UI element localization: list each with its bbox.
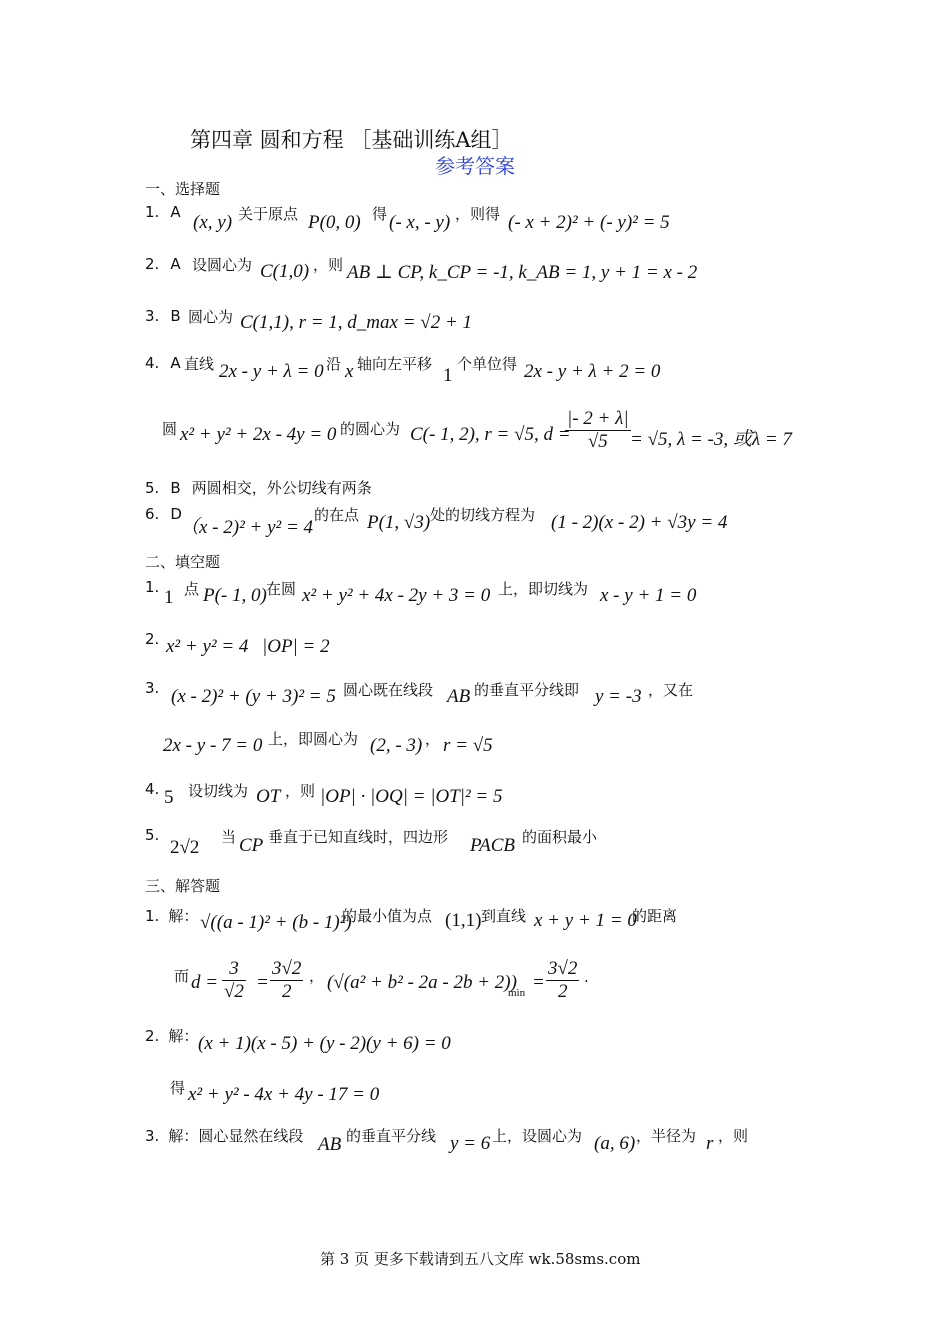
formula: y = 6 (450, 1133, 491, 1154)
item-number: 1. (145, 578, 160, 596)
fraction-denominator: √5 (587, 431, 608, 452)
formula: (1,1) (445, 910, 482, 931)
text: 直线 (184, 355, 215, 373)
formula: (√(a² + b² - 2a - 2b + 2)) (327, 972, 517, 993)
item-number: 2. (145, 255, 160, 273)
solve-item-2 (145, 1025, 198, 1046)
item-answer: B (170, 307, 181, 325)
fraction-denominator: 2 (281, 981, 292, 1002)
formula: P(1, √3) (367, 512, 431, 533)
fraction (270, 958, 303, 1003)
item-number: 3. (145, 1127, 160, 1145)
item-answer: A (170, 203, 181, 221)
text: 点 (184, 580, 200, 598)
text: ，则得 (455, 205, 501, 223)
text: 得 (170, 1079, 186, 1097)
solve-item-1 (145, 905, 198, 926)
text: 垂直于已知直线时，四边形 (268, 828, 449, 846)
item-answer: 1 (164, 587, 174, 608)
formula: AB (447, 686, 471, 707)
text: ，则 (718, 1127, 749, 1145)
formula: x + y + 1 = 0 (534, 910, 637, 931)
choice-item-2 (145, 254, 181, 273)
text: 两圆相交，外公切线有两条 (191, 479, 372, 497)
item-answer: 2√2 (170, 837, 200, 858)
formula: 1 (443, 365, 453, 386)
formula: x² + y² + 4x - 2y + 3 = 0 (302, 585, 491, 606)
section-heading-choice: 一、选择题 (145, 180, 221, 198)
text: 到直线 (481, 907, 527, 925)
text: 的距离 (632, 907, 678, 925)
fraction-denominator: 2 (557, 981, 568, 1002)
formula: (x + 1)(x - 5) + (y - 2)(y + 6) = 0 (198, 1033, 451, 1054)
text: ，又在 (648, 681, 694, 699)
formula: AB (318, 1134, 342, 1155)
formula: CP (239, 835, 264, 856)
formula: 2x - y + λ + 2 = 0 (524, 361, 661, 382)
text: 圆心既在线段 (343, 681, 434, 699)
text: 圆心为 (188, 308, 234, 326)
text: 解： (168, 907, 199, 925)
formula: x (345, 361, 354, 382)
item-answer: A (170, 255, 181, 273)
page-title: 第四章 圆和方程 ［基础训练A组］ (190, 128, 513, 152)
text: ， (425, 730, 441, 748)
formula: |OP| = 2 (262, 636, 330, 657)
item-number: 6. (145, 505, 160, 523)
item-number: 5. (145, 479, 160, 497)
text: 的在点 (314, 506, 360, 524)
fraction (546, 958, 579, 1003)
choice-item-5 (145, 477, 372, 498)
text: ，半径为 (636, 1127, 697, 1145)
equals: = (532, 972, 545, 993)
formula: (- x + 2)² + (- y)² = 5 (508, 212, 670, 233)
text: 的垂直平分线即 (474, 681, 580, 699)
section-heading-fill: 二、填空题 (145, 553, 221, 571)
text: 圆 (162, 420, 178, 438)
formula: （x - 2)² + y² = 4 (180, 517, 314, 538)
formula: x² + y² = 4 (166, 636, 249, 657)
formula: C(1,0) (260, 261, 310, 282)
formula: (1 - 2)(x - 2) + √3y = 4 (551, 512, 728, 533)
item-number: 5. (145, 826, 160, 844)
formula: P(- 1, 0) (203, 585, 267, 606)
text: 解： (168, 1027, 199, 1045)
item-number: 2. (145, 1027, 160, 1045)
formula: (x, y) (193, 212, 233, 233)
formula: (- x, - y) (389, 212, 451, 233)
fraction-numerator: 3√2 (548, 958, 578, 979)
fraction (222, 958, 246, 1003)
item-number: 1. (145, 907, 160, 925)
text: 的圆心为 (340, 420, 401, 438)
item-number: 4. (145, 354, 160, 372)
item-answer: D (170, 505, 182, 523)
item-answer: 5 (164, 787, 174, 808)
formula: r = √5 (443, 735, 493, 756)
text: 在圆 (266, 580, 297, 598)
formula: |OP| · |OQ| = |OT|² = 5 (320, 786, 503, 807)
subscript: min (508, 987, 526, 999)
text: 设切线为 (188, 782, 249, 800)
item-number: 1. (145, 203, 160, 221)
formula: √((a - 1)² + (b - 1)²) (200, 912, 352, 933)
text: 沿 (326, 355, 342, 373)
text: 个单位得 (457, 355, 518, 373)
formula: x² + y² + 2x - 4y = 0 (180, 424, 337, 445)
text: 的最小值为点 (342, 907, 433, 925)
page-subtitle: 参考答案 (435, 154, 515, 178)
fraction-numerator: 3√2 (272, 958, 302, 979)
text: 处的切线方程为 (430, 506, 536, 524)
text: . (584, 968, 589, 986)
fraction (565, 408, 631, 453)
formula: AB ⊥ CP, k_CP = -1, k_AB = 1, y + 1 = x - 2 (347, 262, 698, 283)
item-answer: B (170, 479, 181, 497)
formula: 2x - y - 7 = 0 (163, 735, 263, 756)
formula: C(1,1), r = 1, d_max = √2 + 1 (240, 312, 473, 333)
item-number: 3. (145, 679, 160, 697)
formula: (x - 2)² + (y + 3)² = 5 (171, 686, 336, 707)
choice-item-3 (145, 306, 181, 325)
formula: r (706, 1133, 714, 1154)
formula: (2, - 3) (370, 735, 423, 756)
text: 上，即切线为 (498, 580, 589, 598)
formula: d = (191, 972, 219, 993)
formula: OT (256, 786, 281, 807)
page-footer: 第 3 页 更多下载请到五八文库 wk.58sms.com (320, 1250, 641, 1268)
formula: x - y + 1 = 0 (600, 585, 697, 606)
text: 轴向左平移 (357, 355, 433, 373)
text: 设圆心为 (192, 256, 253, 274)
formula: x² + y² - 4x + 4y - 17 = 0 (188, 1084, 380, 1105)
choice-item-4 (145, 353, 181, 372)
fraction-numerator: |- 2 + λ| (567, 408, 629, 429)
text: 当 (221, 828, 237, 846)
formula: 2x - y + λ = 0 (219, 361, 324, 382)
text: 上，设圆心为 (492, 1127, 583, 1145)
text: 解：圆心显然在线段 (168, 1127, 304, 1145)
choice-item-6 (145, 504, 182, 523)
formula: P(0, 0) (308, 212, 361, 233)
section-heading-solve: 三、解答题 (145, 877, 221, 895)
item-number: 3. (145, 307, 160, 325)
text: 的垂直平分线 (346, 1127, 437, 1145)
text: ，则 (313, 256, 344, 274)
equals: = (256, 972, 269, 993)
solve-item-3 (145, 1125, 303, 1146)
formula: = √5, λ = -3, 或λ = 7 (630, 429, 792, 450)
text: 而 (174, 967, 190, 985)
formula: y = -3 (595, 686, 642, 707)
text: ， (309, 967, 325, 985)
item-number: 4. (145, 780, 160, 798)
formula: (a, 6) (594, 1133, 636, 1154)
text: 得 (372, 205, 388, 223)
formula: C(- 1, 2), r = √5, d = (410, 424, 571, 445)
fraction-denominator: √2 (224, 981, 244, 1002)
text: 关于原点 (238, 205, 299, 223)
fraction-numerator: 3 (222, 958, 246, 981)
text: 上，即圆心为 (268, 730, 359, 748)
text: ，则 (285, 782, 316, 800)
item-answer: A (170, 354, 181, 372)
choice-item-1 (145, 202, 181, 221)
text: 的面积最小 (522, 828, 598, 846)
item-number: 2. (145, 630, 160, 648)
formula: PACB (470, 835, 516, 856)
